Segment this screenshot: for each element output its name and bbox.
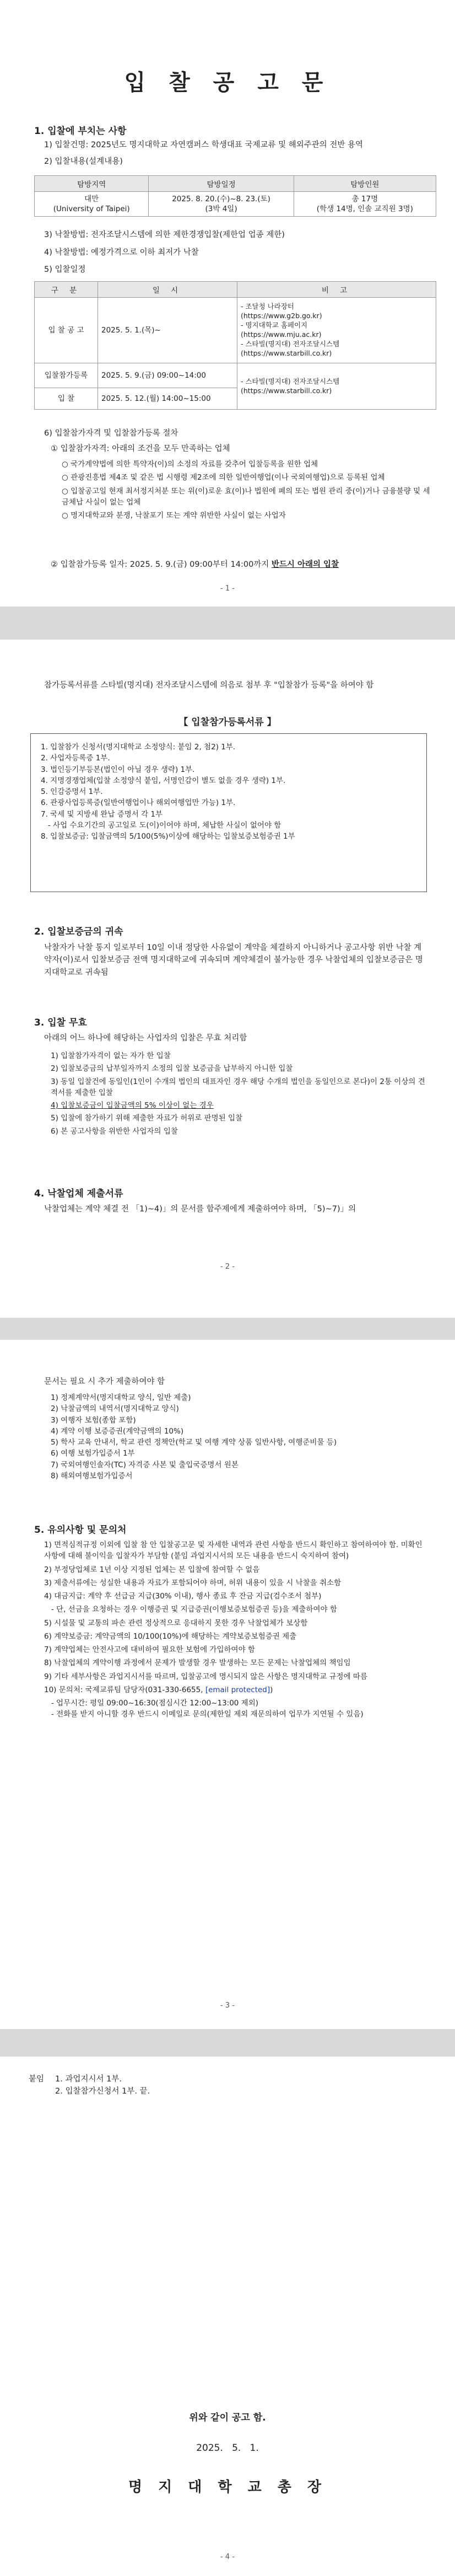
list-item: 3. 법인등기부등본(법인이 아닐 경우 생략) 1부.: [41, 765, 195, 774]
item-4: 4) 낙찰방법: 예정가격으로 이하 최저가 낙찰: [44, 248, 199, 257]
table-cell: 2025. 5. 12.(월) 14:00~15:00: [98, 388, 237, 410]
item-6a: ① 입찰참가자격: 아래의 조건을 모두 만족하는 업체: [51, 444, 230, 453]
list-item: 4. 지명경쟁업체(입찰 소정양식 붙임, 서명인감이 별도 없을 경우 생략) 1부.: [41, 776, 286, 785]
table-cell: 입찰참가등록: [35, 363, 98, 388]
table-cell: 2025. 5. 9.(금) 09:00~14:00: [98, 363, 237, 388]
page-1: [0, 0, 455, 607]
list-item: 7) 국외여행인솔자(TC) 자격증 사본 및 출입국증명서 원본: [51, 1460, 239, 1469]
list-item: 6) 여행 보험가입증서 1부: [51, 1449, 135, 1458]
list-item: - 단, 선금을 요청하는 경우 이행증권 및 지급증권(이행보증보험증권 등)을 제출하여야 함: [44, 1605, 337, 1614]
table-cell: 총 17명 (학생 14명, 인솔 교직원 3명): [294, 192, 436, 217]
list-item: 6) 계약보증금: 계약금액의 10/100(10%)에 해당하는 계약보증보험증권 제출: [44, 1632, 297, 1641]
table-cell: - 명지대학교 홈페이지 (https://www.mju.ac.kr): [241, 321, 322, 339]
list-item: 6. 관광사업등록증(일반여행업이나 해외여행업만 가능) 1부.: [41, 798, 236, 808]
list-item: 4) 입찰보증금이 입찰금액의 5% 이상이 없는 경우: [51, 1101, 214, 1110]
section-1-heading: 1. 입찰에 부치는 사항: [34, 126, 127, 137]
list-item: ○ 명지대학교와 분쟁, 낙찰포기 또는 계약 위반한 사실이 없는 사업자: [62, 511, 286, 520]
list-item: 2) 낙찰금액의 내역서(명지대학교 양식): [51, 1404, 179, 1414]
list-item: 4) 대금지급: 계약 후 선급금 지급(30% 이내), 행사 종료 후 잔금 지급(검수조서 첨부): [44, 1592, 322, 1601]
list-item: 8. 입찰보증금: 입찰금액의 5/100(5%)이상에 해당하는 입찰보증보험증권 1부: [41, 832, 295, 841]
table-header: 탐방지역: [35, 176, 149, 192]
item-6b-emphasis: 반드시 아래의 입찰: [271, 560, 339, 569]
list-item: 1. 입찰참가 신청서(명지대학교 소정양식: 붙임 2, 첨2) 1부.: [41, 743, 236, 752]
list-item: ○ 입찰공고일 현재 최서정지처분 또는 위(이)로운 효(이)나 법원에 폐의 또는 법원 관리 중(이)거나 금융불량 및 세금체납 사실이 없는 업체: [62, 486, 430, 507]
section-4-heading: 4. 낙찰업체 제출서류: [34, 1188, 123, 1199]
contact-email-link[interactable]: [email protected]: [205, 1685, 270, 1694]
registration-notice: [44, 679, 419, 691]
item-6b: [51, 559, 447, 571]
page-number: - 1 -: [220, 584, 235, 593]
table-cell: 대만 (University of Taipei): [35, 192, 149, 217]
section-2-heading: 2. 입찰보증금의 귀속: [34, 926, 123, 937]
list-item: 5) 입찰에 참가하기 위해 제출한 자료가 허위로 판명된 입찰: [51, 1114, 243, 1123]
item-3: 3) 낙찰방법: 전자조달시스템에 의한 제한경쟁입찰(제한업 업종 제한): [44, 230, 285, 239]
list-item: 1) 입찰참가자격이 없는 자가 한 입찰: [51, 1051, 171, 1060]
issuer-name: 명 지 대 학 교 총 장: [128, 2479, 327, 2496]
contact-line: [44, 1684, 430, 1695]
list-item: 8) 낙찰업체의 계약이행 과정에서 문제가 발생할 경우 발생하는 모든 문제는 낙찰업체의 책임임: [44, 1659, 351, 1668]
section-5-heading: 5. 유의사항 및 문의처: [34, 1525, 127, 1536]
section-2-text: 낙찰자가 낙찰 통지 일로부터 10일 이내 정당한 사유없이 계약을 체결하지 아니하거나 공고사항 위반 낙찰 계약자(이)로서 입찰보증금 전액 명지대학교에 귀속되며 계약체결이 불가능한 경우 낙찰업체의 입찰보증금은 명지대학교로 귀속됨: [44, 943, 423, 977]
attachment-label: 붙임: [29, 2075, 45, 2084]
table-cell: - 조달청 나라장터 (https://www.g2b.go.kr): [241, 302, 322, 320]
list-item: 1) 정제계약서(명지대학교 양식, 일반 제출): [51, 1393, 191, 1402]
attachment-item: 1. 과업지시서 1부.: [55, 2075, 122, 2084]
schedule-table: [34, 281, 436, 410]
table-cell: 입 찰: [35, 388, 98, 410]
table-header: 탐방일정: [149, 176, 294, 192]
item-5: 5) 입찰일정: [44, 265, 86, 274]
list-item: - 업무시간: 평일 09:00~16:30(점심시간 12:00~13:00 제외): [44, 1699, 259, 1708]
list-item: 7. 국세 및 지방세 완납 증명서 각 1부: [41, 809, 163, 819]
list-item: 3) 여행자 보험(종합 포함): [51, 1415, 136, 1425]
docs-box: [30, 733, 427, 892]
item-6b-text: ② 입찰참가등록 일자: 2025. 5. 9.(금) 09:00부터 14:00까지: [51, 560, 272, 569]
list-item: 2) 부정당업체로 1년 이상 지정된 업체는 본 입찰에 참여할 수 없음: [44, 1565, 260, 1574]
section-3-intro: 아래의 어느 하나에 해당하는 사업자의 입찰은 무효 처리함: [44, 1034, 247, 1043]
contact-text: 10) 문의처: 국제교류팀 담당자(031-330-6655,: [44, 1685, 205, 1694]
item-2: 2) 입찰내용(설계내용): [44, 157, 123, 166]
list-item: - 전화를 받지 아니할 경우 반드시 이메일로 문의(제한일 제외 재문의하여 업무가 지연될 수 있음): [44, 1710, 364, 1719]
list-item: 6) 본 공고사항을 위반한 사업자의 입찰: [51, 1126, 178, 1136]
list-item: 5) 시설물 및 교통의 파손 관련 정상적으로 응대하지 못한 경우 낙찰업체가 보상함: [44, 1618, 308, 1628]
table-header: 탐방인원: [294, 176, 436, 192]
item-1: 1) 입찰건명: 2025년도 명지대학교 자연캠퍼스 학생대표 국제교류 및 해외주관의 전반 용역: [44, 141, 363, 149]
list-item: 2. 사업자등록증 1부.: [41, 754, 110, 763]
table-header: 구 분: [35, 282, 98, 298]
list-item: 7) 계약업체는 안전사고에 대비하여 필요한 보험에 가입하여야 함: [44, 1645, 255, 1654]
docs-title: 【 입찰참가등록서류 】: [178, 717, 277, 728]
page-2: [0, 640, 455, 1318]
table-cell: - 스타빌(명지대) 전자조달시스템 (https://www.starbill.co.kr): [237, 363, 436, 410]
closing-text: 위와 같이 공고 함.: [189, 2412, 266, 2423]
tour-table: [34, 175, 436, 217]
list-item: 5) 학사 교육 안내서, 학교 관련 정책안(학교 및 여행 계약 상품 일반사항, 여행준비물 등): [51, 1438, 337, 1447]
notice-text: 참가등록서류를 스타빌(명지대) 전자조달시스템에 의음로 첨부 후 "입찰참가 등록"을 하여야 함: [44, 681, 374, 690]
section-4-text: 낙찰업체는 계약 체결 전 「1)~4)」의 문서를 함주제에게 제출하여야 하며, 「5)~7)」의: [44, 1205, 356, 1214]
table-header: 일 시: [98, 282, 237, 298]
contact-tail: ): [270, 1685, 273, 1694]
item-6: 6) 입찰참가자격 및 입찰참가등록 절차: [44, 429, 178, 438]
table-header: 비 고: [237, 282, 436, 298]
page-title: 입 찰 공 고 문: [124, 70, 331, 95]
list-item: ○ 국가계약법에 의한 특약자(이)의 소정의 자료를 갖추어 입찰등록을 원한 업체: [62, 460, 318, 469]
list-item: 8) 해외여행보험가입증서: [51, 1471, 133, 1480]
table-cell: 입 찰 공 고: [35, 298, 98, 363]
table-cell: 2025. 5. 1.(목)~: [98, 298, 237, 363]
list-item: 3) 동일 입찰건에 동일인(1인이 수개의 법인의 대표자인 경우 해당 수개의 법인을 동일인으로 본다)이 2통 이상의 견적서를 제출한 입찰: [51, 1077, 425, 1097]
page-number: - 3 -: [220, 2001, 235, 2010]
section-3-heading: 3. 입찰 무효: [34, 1017, 87, 1028]
list-item: 2) 입찰보증금의 납부일자까지 소정의 입찰 보증금을 납부하지 아니한 입찰: [51, 1064, 293, 1074]
page-3: [0, 1340, 455, 2029]
list-item: ○ 관광진흥법 제4조 및 같은 법 시행령 제2조에 의한 일반여행업(이나 국외여행업)으로 등록된 업체: [62, 473, 385, 482]
page-4: [0, 2057, 455, 2576]
table-cell: 2025. 8. 20.(수)~8. 23.(토) (3박 4일): [149, 192, 294, 217]
list-item: 5. 인감증명서 1부.: [41, 787, 103, 796]
continued-text: 문서는 필요 시 추가 제출하여야 함: [44, 1377, 165, 1386]
list-item: 4) 계약 이행 보증증권(계약금액의 10%): [51, 1426, 184, 1436]
page-number: - 4 -: [220, 2553, 235, 2561]
attachment-item: 2. 입찰참가신청서 1부. 끝.: [55, 2087, 150, 2096]
list-item: 3) 제출서류에는 성실한 내용과 자료가 포함되어야 하며, 허위 내용이 있을 시 낙찰을 취소함: [44, 1578, 342, 1587]
announcement-date: 2025. 5. 1.: [196, 2443, 259, 2454]
list-item: 1) 면적심적규정 이외에 입찰 참 안 입찰공고문 및 자세한 내역과 관련 사항을 반드시 확인하고 참여하여야 함. 미확인 사항에 대해 불이익을 입찰자가 부담함 (붙임 과업지시서의 모든 내용을 반드시 숙지하여 참여): [44, 1541, 422, 1561]
table-cell: - 스타빌(명지대) 전자조달시스템 (https://www.starbill.co.kr): [241, 339, 340, 357]
list-item: - 사업 수요기간의 공고일로 도(이)이어야 하며, 체납한 사실이 없어야 함: [41, 820, 281, 830]
list-item: 9) 기타 세부사항은 과업지시서를 따르며, 입찰공고에 명시되지 않은 사항은 명지대학교 규정에 따름: [44, 1672, 367, 1681]
page-number: - 2 -: [220, 1263, 235, 1271]
